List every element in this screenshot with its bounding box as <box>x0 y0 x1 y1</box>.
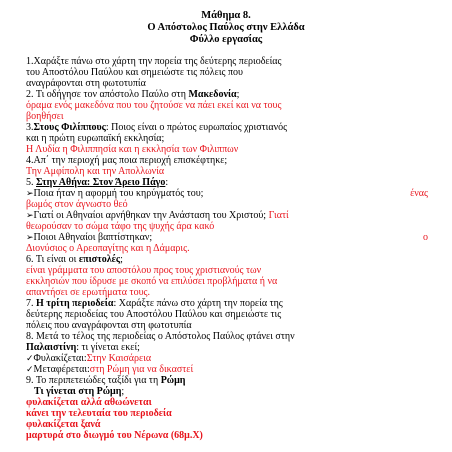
answer-5a: βωμός στον άγνωστο θεό <box>26 199 128 210</box>
question-8-line-2: Παλαιστίνη: τι γίνεται εκεί; <box>26 342 140 353</box>
arrow-bullet-icon: ➢ <box>26 233 34 243</box>
question-1-line-1: 1.Χαράξτε πάνω στο χάρτη την πορεία της δεύτερης περιοδείας <box>26 56 282 67</box>
answer-9-line-4: μαρτυρά στο διωγμό του Νέρωνα (68μ.Χ) <box>26 430 203 441</box>
answer-5c: Διονύσιος ο Αρεοπαγίτης και η Δάμαρις. <box>26 243 190 254</box>
answer-5b-start: Γιατί <box>266 210 289 221</box>
question-7-line-3: πόλεις που αναγράφονται στη φωτοτυπία <box>26 320 192 331</box>
worksheet-title: Ο Απόστολος Παύλος στην Ελλάδα <box>147 22 305 33</box>
answer-5b: θεωρούσαν το σώμα τάφο της ψυχής άρα κακό <box>26 221 215 232</box>
question-5b: ➢Γιατί οι Αθηναίοι αρνήθηκαν την Ανάσταση του Χριστού; Γιατί <box>26 210 289 221</box>
question-6: 6. Τι είναι οι επιστολές; <box>26 254 123 265</box>
question-3-line-2: και η πρώτη ευρωπαϊκή εκκλησία; <box>26 133 165 144</box>
answer-5c-start: ο <box>423 232 428 243</box>
lesson-number: Μάθημα 8. <box>201 10 251 21</box>
answer-9-line-1: φυλακίζεται αλλά αθωώνεται <box>26 397 152 408</box>
question-3-keyword: Στους Φιλίππους <box>33 122 106 133</box>
check-bullet-icon: ✓ <box>26 354 34 364</box>
answer-9-line-3: φυλακίζεται ξανά <box>26 419 101 430</box>
question-1-line-3: αναγράφονται στη φωτοτυπία <box>26 78 146 89</box>
question-2: 2. Τι οδήγησε τον απόστολο Παύλο στη Μακεδονία; <box>26 89 240 100</box>
question-7-keyword: Η τρίτη περιοδεία <box>36 298 114 309</box>
worksheet-subtitle: Φύλλο εργασίας <box>189 34 263 45</box>
question-5c: ➢Ποιοι Αθηναίοι βαπτίστηκαν; ο <box>26 232 428 243</box>
answer-2-line-1: όραμα ενός μακεδόνα που του ζητούσε να πάει εκεί και να τους <box>26 100 282 111</box>
question-8-keyword: Παλαιστίνη <box>26 342 77 353</box>
answer-5a-start: ένας <box>410 188 428 199</box>
question-9b: Τι γίνεται στη Ρώμη; <box>34 386 125 397</box>
question-8: 8. Μετά το τέλος της περιοδείας ο Απόστολος Παύλος φτάνει στην <box>26 331 295 342</box>
question-8a: ✓Φυλακίζεται:Στην Καισάρεια <box>26 353 152 364</box>
arrow-bullet-icon: ➢ <box>26 189 34 199</box>
question-1-line-2: του Αποστόλου Παύλου και σημειώστε τις πόλεις που <box>26 67 243 78</box>
answer-6-line-2: εκκλησιών που ίδρυσε με σκοπό να επιλύσει προβλήματα ή να <box>26 276 278 287</box>
question-9-keyword: Ρώμη <box>160 375 186 386</box>
question-2-keyword: Μακεδονία <box>188 89 237 100</box>
question-5: 5. Στην Αθήνα: Στον Άρειο Πάγο: <box>26 177 169 188</box>
answer-4: Την Αμφίπολη και την Απολλωνία <box>26 166 165 177</box>
question-4: 4.Απ΄ την περιοχή μας ποια περιοχή επισκέφτηκε; <box>26 155 228 166</box>
answer-8b: στη Ρώμη για να δικαστεί <box>89 364 194 375</box>
answer-9-line-2: κάνει την τελευταία του περιοδεία <box>26 408 172 419</box>
question-8b: ✓Μεταφέρεται:στη Ρώμη για να δικαστεί <box>26 364 194 375</box>
answer-6-line-3: απαντήσει σε ερωτήματα τους. <box>26 287 150 298</box>
answer-2-line-2: βοηθήσει <box>26 111 64 122</box>
question-9: 9. Το περιπετειώδες ταξίδι για τη Ρώμη <box>26 375 186 386</box>
answer-8a: Στην Καισάρεια <box>86 353 152 364</box>
question-6-keyword: επιστολές <box>78 254 121 265</box>
question-7: 7. Η τρίτη περιοδεία: Χαράξτε πάνω στο χάρτη την πορεία της <box>26 298 283 309</box>
answer-3: Η Λυδία η Φιλιππησία και η εκκλησία των Φιλιππων <box>26 144 239 155</box>
answer-6-line-1: είναι γράμματα του αποστόλου προς τους χριστιανούς των <box>26 265 262 276</box>
question-5-keyword: Στην Αθήνα: Στον Άρειο Πάγο <box>36 177 166 188</box>
arrow-bullet-icon: ➢ <box>26 211 34 221</box>
question-7-line-2: δεύτερης περιοδείας του Αποστόλου Παύλου και σημειώστε τις <box>26 309 282 320</box>
question-5a: ➢Ποια ήταν η αφορμή του κηρύγματός του; ένας <box>26 188 428 199</box>
check-bullet-icon: ✓ <box>26 365 34 375</box>
question-3: 3.Στους Φιλίππους: Ποιος είναι ο πρώτος ευρωπαίος χριστιανός <box>26 122 288 133</box>
